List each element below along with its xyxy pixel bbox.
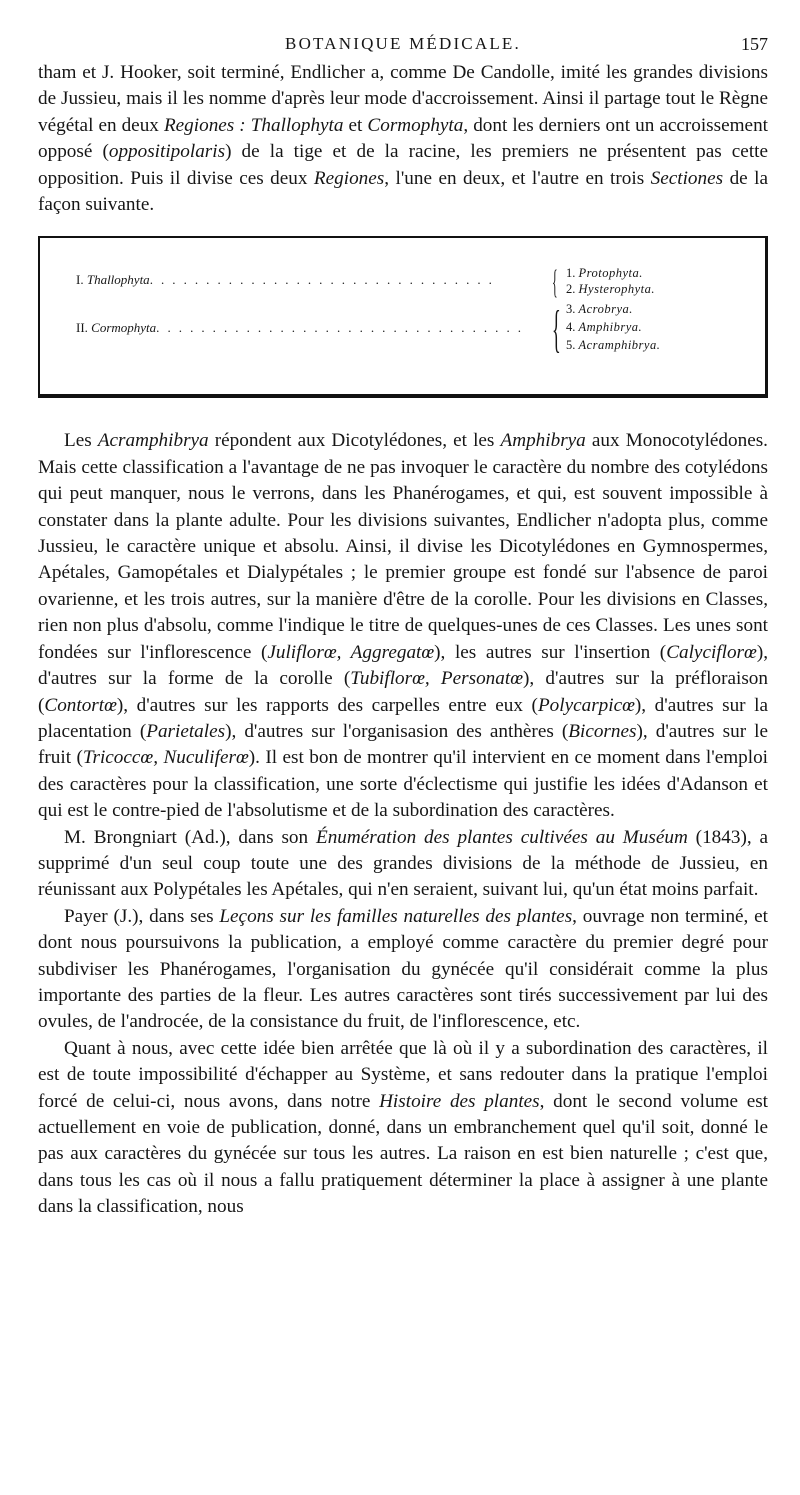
paragraph-intro: tham et J. Hooker, soit terminé, Endlicher a, comme De Candolle, imité les grandes divisions de Jussieu, mais il les nomme d'après leur mode d'accroissement. Ainsi il partage tout le Règne végétal en deux Regiones : Thallophyta et Cormophyta, dont les derniers ont un accroissement opposé (oppositipolaris) de la tige et de la racine, les premiers ne présentent pas cette opposition. Puis il divise ces deux Regiones, l'une en deux, et l'autre en trois Sectiones de la façon suivante. (38, 62, 769, 216)
book-page (38, 30, 768, 1221)
brace-thallophyta: { (552, 264, 558, 302)
table-sectio-2: 2. Hysterophyta. (566, 282, 656, 297)
table-sectio-3: 3. Acrobrya. (566, 302, 633, 317)
classification-table (38, 236, 768, 398)
table-sectio-4: 4. Amphibrya. (566, 320, 643, 335)
paragraph-quant-a-nous: Quant à nous, avec cette idée bien arrêtée que là où il y a subordination des caractères, il est de toute impossibilité d'échapper au Système, et sans redouter dans la pratique l'emploi forcé de celui-ci, nous avons, dans notre Histoire des plantes, dont le second volume est actuellement en voie de publication, donné, dans un embranchement quel qu'il soit, donné le pas aux caractères du gynécée sur tous les autres. La raison en est bien naturelle ; c'est que, dans tous les cas où il nous a fallu pratiquement déterminer la place à assigner à une plante dans la classification, nous (38, 1037, 769, 1218)
table-row-regio-2: II. Cormophyta. . . . . . . . . . . . . . . . . . . . . . . . . . . . . . . . . (76, 320, 524, 336)
table-sectio-5: 5. Acramphibrya. (566, 338, 661, 353)
paragraph-brongniart: M. Brongniart (Ad.), dans son Énumération des plantes cultivées au Muséum (1843), a supprimé d'un seul coup toute une des grandes divisions de la méthode de Jussieu, en réunissant aux Polypétales les Apétales, qui n'en seraient, suivant lui, qu'un état moins parfait. (38, 826, 769, 901)
table-row-regio-1: I. Thallophyta. . . . . . . . . . . . . . . . . . . . . . . . . . . . . . . (76, 272, 495, 288)
running-head (38, 30, 768, 60)
table-sectio-1: 1. Protophyta. (566, 266, 643, 281)
brace-cormophyta: { (552, 301, 561, 359)
paragraph-acramphibrya: Les Acramphibrya répondent aux Dicotylédones, et les Amphibrya aux Monocotylédones. Mais cette classification a l'avantage de ne pas invoquer le caractère du nombre des cotylédons qui peut manquer, nous le verrons, dans les Phanérogames, et qui, est souvent impossible à constater dans la plante adulte. Pour les divisions suivantes, Endlicher n'adopta plus, comme Jussieu, le caractère unique et absolu. Ainsi, il divise les Dicotylédones en Gymnospermes, Apétales, Gamopétales et Dialypétales ; le premier groupe est fondé sur l'absence de paroi ovarienne, et les trois autres, sur la manière d'être de la corolle. Pour les divisions en Classes, rien non plus d'absolu, comme l'indique le titre de quelques-unes de ces Classes. Les unes sont fondées sur l'inflorescence (Juliflorœ, Aggregatœ), les autres sur l'insertion (Calyciflorœ), d'autres sur la forme de la corolle (Tubiflorœ, Personatœ), d'autres sur la préfloraison (Contortœ), d'autres sur les rapports des carpelles entre eux (Polycarpicœ), d'autres sur la placentation (Parietales), d'autres sur l'organisasion des anthères (Bicornes), d'autres sur le fruit (Tricoccœ, Nuculiferœ). Il est bon de montrer qu'il intervient en ce moment dans l'emploi des caractères pour la classification, une sorte d'éclectisme qui justifie les idées d'Adanson et qui est le contre-pied de l'absolutisme et de la subordination des caractères. (38, 430, 769, 822)
page-number: 157 (741, 34, 768, 54)
paragraph-payer: Payer (J.), dans ses Leçons sur les familles naturelles des plantes, ouvrage non terminé, et dont nous poursuivons la publication, a employé comme caractère du premier degré pour subdiviser les Phanérogames, l'organisation du gynécée qu'il considérait comme la plus importante des parties de la fleur. Les autres caractères sont tirés successivement par lui des ovules, de l'androcée, de la consistance du fruit, de l'inflorescence, etc. (38, 905, 768, 1033)
running-head-title: BOTANIQUE MÉDICALE. (285, 34, 521, 53)
body-text (38, 428, 768, 1220)
